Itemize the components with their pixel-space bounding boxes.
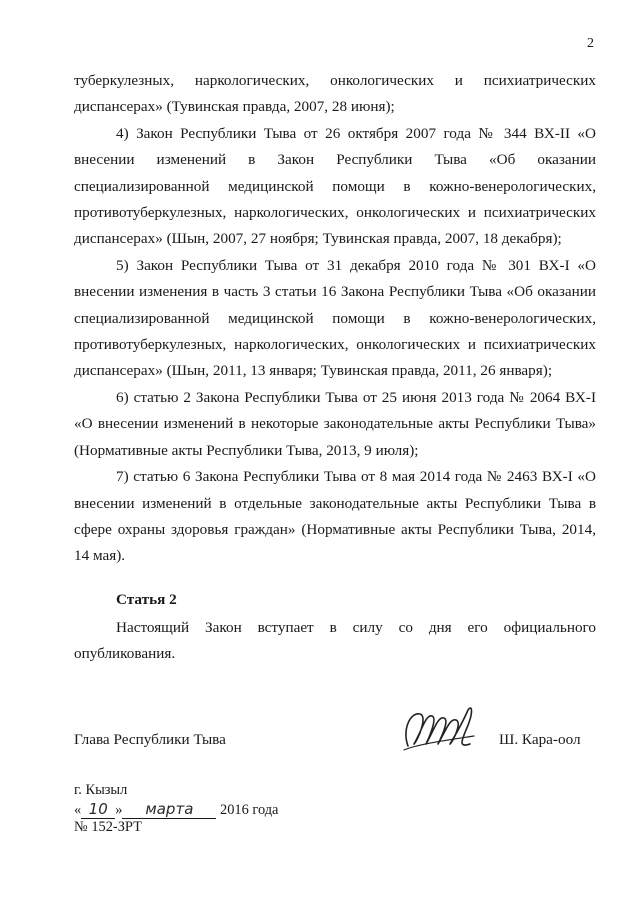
article-2-heading: Статья 2 [116, 591, 177, 608]
list-item-6: 6) статью 2 Закона Республики Тыва от 25 июня 2013 года № 2064 ВХ-I «О внесении изменений в некоторые законодательные акты Республики Тыва» (Нормативные акты Республики Тыва, 2013, 9 июля); [74, 388, 596, 459]
date-open-quote: « [74, 802, 82, 818]
date-close-quote: » [115, 802, 123, 818]
list-item-5: 5) Закон Республики Тыва от 31 декабря 2010 года № 301 ВХ-I «О внесении изменения в часть 3 статьи 16 Закона Республики Тыва «Об оказании специализированной медицинской помощи в кожно-венерологических, противотуберкулезных, наркологических, онкологических и психиатрических диспансерах» (Шын, 2011, 13 января; Тувинская правда, 2011, 26 января); [74, 256, 596, 380]
page-number: 2 [587, 36, 594, 51]
list-item-4: 4) Закон Республики Тыва от 26 октября 2007 года № 344 ВХ-II «О внесении изменений в Закон Республики Тыва «Об оказании специализированной медицинской помощи в кожно-венерологических, противотуберкулезных, наркологических, онкологических и психиатрических диспансерах» (Шын, 2007, 27 ноября; Тувинская правда, 2007, 18 декабря); [74, 124, 596, 248]
law-number: № 152-ЗРТ [74, 819, 142, 835]
date-day-handwritten: 10 [81, 800, 115, 819]
article-2-text: Настоящий Закон вступает в силу со дня его официального опубликования. [74, 619, 596, 663]
date-month-handwritten: марта [122, 800, 216, 819]
paragraph-continuation: туберкулезных, наркологических, онкологических и психиатрических диспансерах» (Тувинская правда, 2007, 28 июня); [74, 72, 596, 116]
signatory-name: Ш. Кара-оол [499, 731, 581, 748]
signing-date [74, 800, 278, 819]
handwritten-signature [398, 700, 478, 762]
signatory-title: Глава Республики Тыва [74, 731, 226, 748]
date-year: 2016 года [220, 802, 279, 818]
list-item-7: 7) статью 6 Закона Республики Тыва от 8 мая 2014 года № 2463 ВХ-I «О внесении изменений в отдельные законодательные акты Республики Тыва в сфере охраны здоровья граждан» (Нормативные акты Республики Тыва, 2014, 14 мая). [74, 468, 596, 565]
document-body [74, 68, 596, 570]
signing-place: г. Кызыл [74, 782, 128, 798]
